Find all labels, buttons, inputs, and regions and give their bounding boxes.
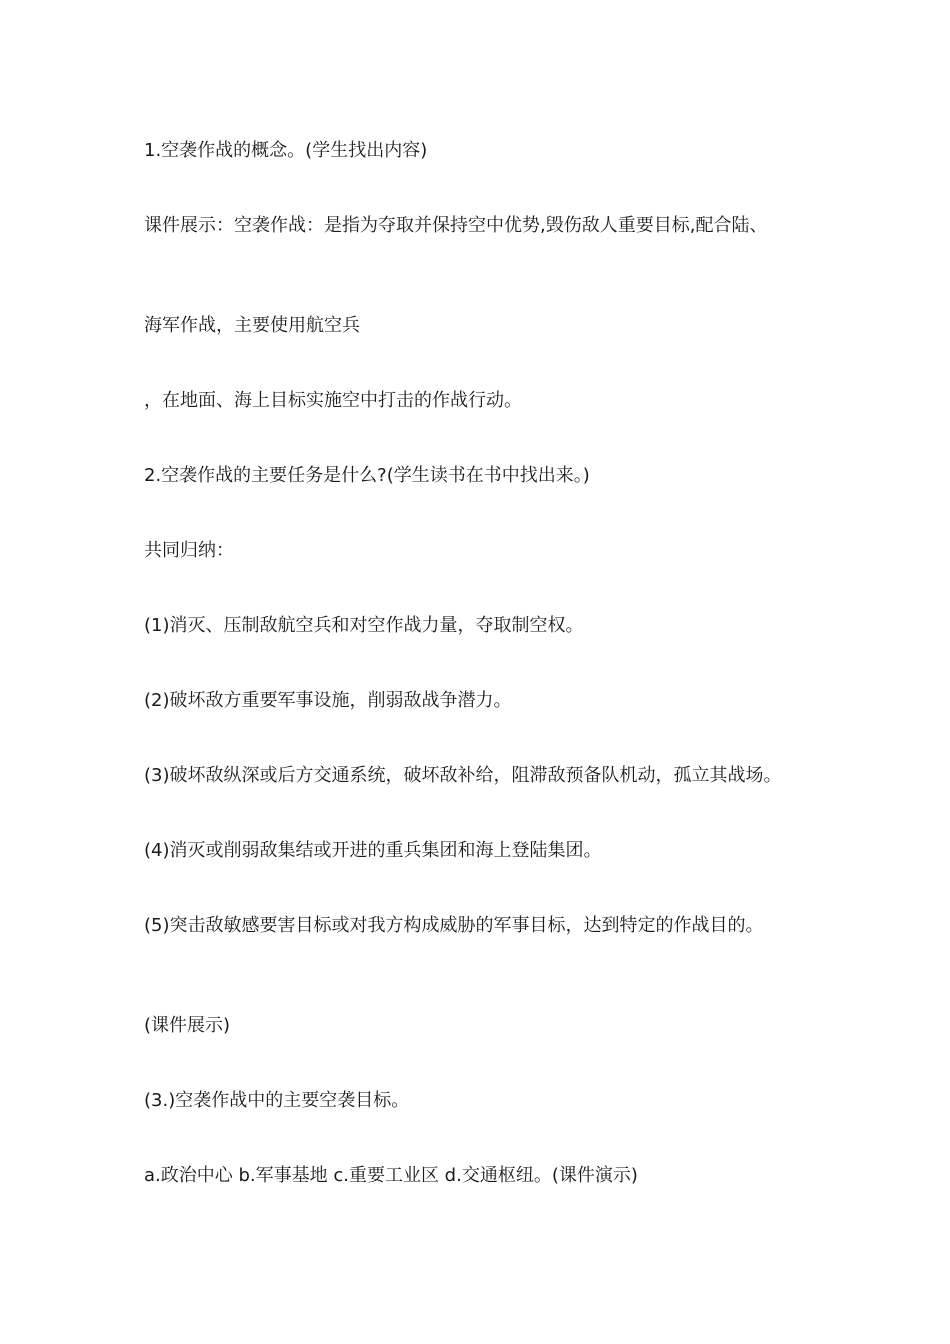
text-line-concept-question: 1.空袭作战的概念。(学生找出内容) — [144, 140, 428, 161]
text-line-summary-heading: 共同归纳： — [144, 540, 234, 561]
text-line-courseware-note: (课件展示) — [144, 1015, 231, 1036]
text-line-courseware-definition: 课件展示：空袭作战：是指为夺取并保持空中优势,毁伤敌人重要目标,配合陆、 — [144, 215, 768, 236]
text-line-targets-heading: (3.)空袭作战中的主要空袭目标。 — [144, 1090, 410, 1111]
list-item-task-5: (5)突击敌敏感要害目标或对我方构成威胁的军事目标，达到特定的作战目的。 — [144, 915, 764, 936]
list-item-task-2: (2)破坏敌方重要军事设施，削弱敌战争潜力。 — [144, 690, 512, 711]
list-item-task-4: (4)消灭或削弱敌集结或开进的重兵集团和海上登陆集团。 — [144, 840, 602, 861]
text-line-tasks-question: 2.空袭作战的主要任务是什么?(学生读书在书中找出来。) — [144, 465, 590, 486]
list-item-task-3: (3)破坏敌纵深或后方交通系统，破坏敌补给，阻滞敌预备队机动，孤立其战场。 — [144, 765, 782, 786]
text-line-definition-continued: 海军作战，主要使用航空兵 — [144, 315, 360, 336]
text-line-targets-list: a.政治中心 b.军事基地 c.重要工业区 d.交通枢纽。(课件演示) — [144, 1165, 638, 1186]
list-item-task-1: (1)消灭、压制敌航空兵和对空作战力量，夺取制空权。 — [144, 615, 584, 636]
text-line-definition-end: ，在地面、海上目标实施空中打击的作战行动。 — [144, 390, 522, 411]
